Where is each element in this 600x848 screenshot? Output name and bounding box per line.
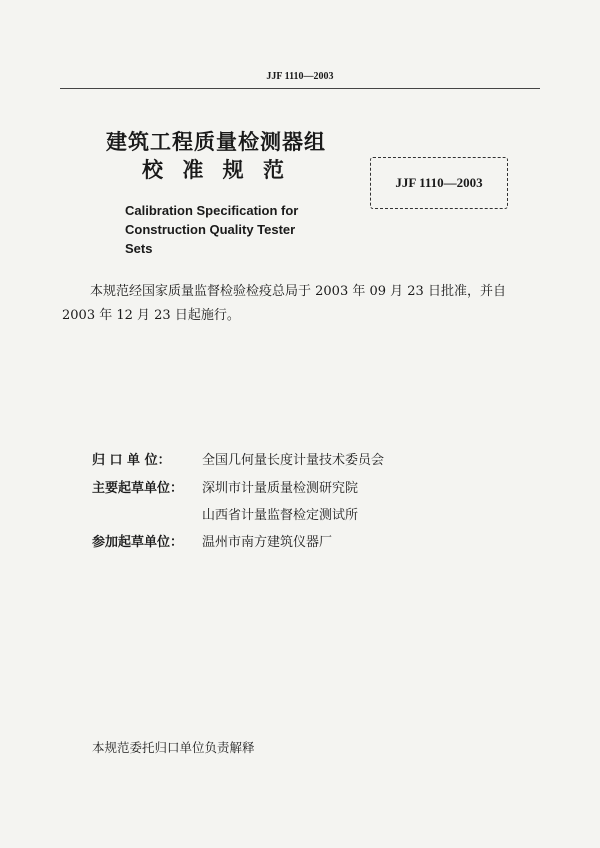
participating-unit-label: 参加起草单位： xyxy=(92,535,184,550)
responsible-unit-label: 归 口 单 位： xyxy=(92,453,171,468)
main-drafting-unit-label: 主要起草单位： xyxy=(92,481,184,496)
participating-unit-row xyxy=(92,533,552,553)
title-english xyxy=(125,201,325,258)
standard-code-text: JJF 1110—2003 xyxy=(395,175,483,190)
participating-unit-value: 温州市南方建筑仪器厂 xyxy=(202,535,333,550)
main-drafting-unit-value-1: 深圳市计量质量检测研究院 xyxy=(202,481,359,496)
header-divider xyxy=(60,88,540,89)
interpretation-note: 本规范委托归口单位负责解释 xyxy=(92,740,255,755)
header-standard-code: JJF 1110—2003 xyxy=(266,71,334,82)
responsible-unit-row xyxy=(92,451,552,471)
title-english-line1: Calibration Specification for xyxy=(125,203,299,218)
responsible-unit-value: 全国几何量长度计量技术委员会 xyxy=(202,453,385,468)
title-chinese-line2: 校 准 规 范 xyxy=(142,158,290,182)
standard-code-box xyxy=(370,157,508,209)
title-chinese-line1: 建筑工程质量检测器组 xyxy=(106,130,326,154)
main-drafting-unit-value-2: 山西省计量监督检定测试所 xyxy=(202,508,359,523)
main-drafting-unit-row xyxy=(92,479,552,499)
title-chinese xyxy=(96,128,336,184)
main-drafting-unit-row-2 xyxy=(92,506,552,526)
approval-statement: 本规范经国家质量监督检验检疫总局于 2003 年 09 月 23 日批准，并自 2003 年 12 月 23 日起施行。 xyxy=(62,284,506,323)
title-english-line2: Construction Quality Tester Sets xyxy=(125,222,296,256)
